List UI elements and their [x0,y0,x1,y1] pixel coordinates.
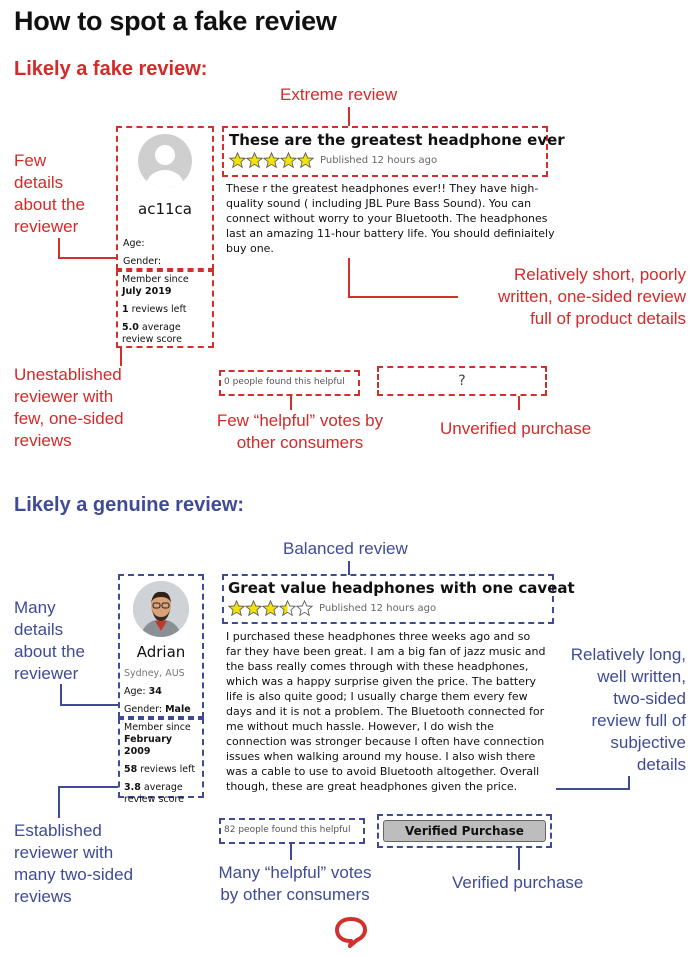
fake-review-header-box [222,126,565,177]
fake-section-heading: Likely a fake review: [14,58,208,80]
annotation-long-review: Relatively long, well written, two-sided review full of subjective details [570,645,686,774]
fake-reviewer-stats-box [116,270,214,348]
star-icon [297,152,314,169]
speech-bubble-icon [334,916,368,953]
connector-line [348,258,350,298]
connector-line [60,704,118,706]
connector-line [290,844,292,860]
connector-line [348,561,350,575]
connector-line [518,848,520,870]
connector-line [58,786,118,788]
genuine-star-rating [228,600,313,617]
star-icon [245,600,262,617]
genuine-review-body: I purchased these headphones three weeks ago and so far they have been great. I am a big fan of jazz music and the bass really comes through with these headphones, which was a happy surprise given the price. The battery life is also quite good; I usually charge them every few days and it is not a problem. The Bluetooth connected for me without much hassle. However, I do wish the connection was stronger because I often have connection issues when walking around my house. I also wish there was a cable to use to avoid Bluetooth altogether. Overall though, these are great headphones given the price. [226,630,546,793]
genuine-member-since: Member since February 2009 [124,722,191,757]
fake-review-body: These r the greatest headphones ever!! They have high-quality sound ( including JBL Pure Bass Sound). You can connect without worry to your Bluetooth. The headphones last an amazing 11-hour battery life. You should definiaitely buy one. [226,182,555,255]
annotation-short-review: Relatively short, poorly written, one-sided review full of product details [497,265,686,328]
fake-review-title: These are the greatest headphone ever [229,131,565,149]
default-avatar-icon [138,134,192,188]
genuine-reviews-left: 58 reviews left [124,764,196,775]
genuine-username: Adrian [136,643,186,661]
genuine-helpful-box [219,818,365,844]
star-icon [280,152,297,169]
fake-average-score: 5.0 average review score [122,322,182,345]
genuine-section-heading: Likely a genuine review: [14,494,245,516]
genuine-gender: Gender: Male [124,704,191,715]
fake-published-date: Published 12 hours ago [320,155,438,166]
connector-line [556,788,630,790]
annotation-unverified: Unverified purchase [440,419,592,438]
page-title: How to spot a fake review [14,6,337,36]
annotation-extreme-review: Extreme review [280,85,398,104]
annotation-many-helpful: Many “helpful” votes by other consumers [218,863,372,904]
genuine-location: Sydney, AUS [124,668,185,679]
genuine-published-date: Published 12 hours ago [319,603,437,614]
annotation-few-details: Few details about the reviewer [14,151,85,236]
fake-helpful-votes: 0 people found this helpful [224,377,345,387]
annotation-established: Established reviewer with many two-sided reviews [14,821,134,906]
fake-username: ac11ca [138,200,192,218]
connector-line [58,238,60,259]
fake-age-label: Age: [123,238,145,249]
fake-reviewer-profile-box [116,126,214,270]
genuine-helpful-votes: 82 people found this helpful [224,825,351,835]
genuine-review-title: Great value headphones with one caveat [228,579,575,597]
connector-line [518,396,520,410]
fake-reviews-left: 1 reviews left [122,304,187,315]
connector-line [290,396,292,410]
unknown-purchase-status: ? [458,373,466,389]
star-icon [279,600,296,617]
avatar [138,134,192,188]
genuine-reviewer-profile-box [118,574,204,718]
annotation-unestablished: Unestablished reviewer with few, one-sided reviews [14,365,124,450]
connector-line [60,684,62,706]
star-icon [296,600,313,617]
fake-star-rating [229,152,314,169]
genuine-purchase-box [377,814,552,848]
genuine-average-score: 3.8 average review score [124,782,184,805]
genuine-age: Age: 34 [124,686,162,697]
annotation-balanced-review: Balanced review [283,539,408,558]
genuine-review-header-box [222,574,575,624]
avatar [133,581,189,637]
star-icon [228,600,245,617]
star-icon [229,152,246,169]
connector-line [348,107,350,126]
fake-gender-label: Gender: [123,256,162,267]
fake-member-since: Member since July 2019 [122,274,189,297]
genuine-reviewer-stats-box [118,718,204,805]
star-icon [262,600,279,617]
annotation-many-details: Many details about the reviewer [14,598,85,683]
connector-line [348,296,458,298]
fake-purchase-box [377,366,547,396]
verified-purchase-badge: Verified Purchase [383,820,546,842]
annotation-verified: Verified purchase [452,873,584,892]
connector-line [58,786,60,818]
fake-helpful-box [219,370,360,396]
reviewer-photo-icon [133,581,189,637]
connector-line [58,257,116,259]
annotation-few-helpful: Few “helpful” votes by other consumers [216,411,384,452]
star-icon [263,152,280,169]
star-icon [246,152,263,169]
